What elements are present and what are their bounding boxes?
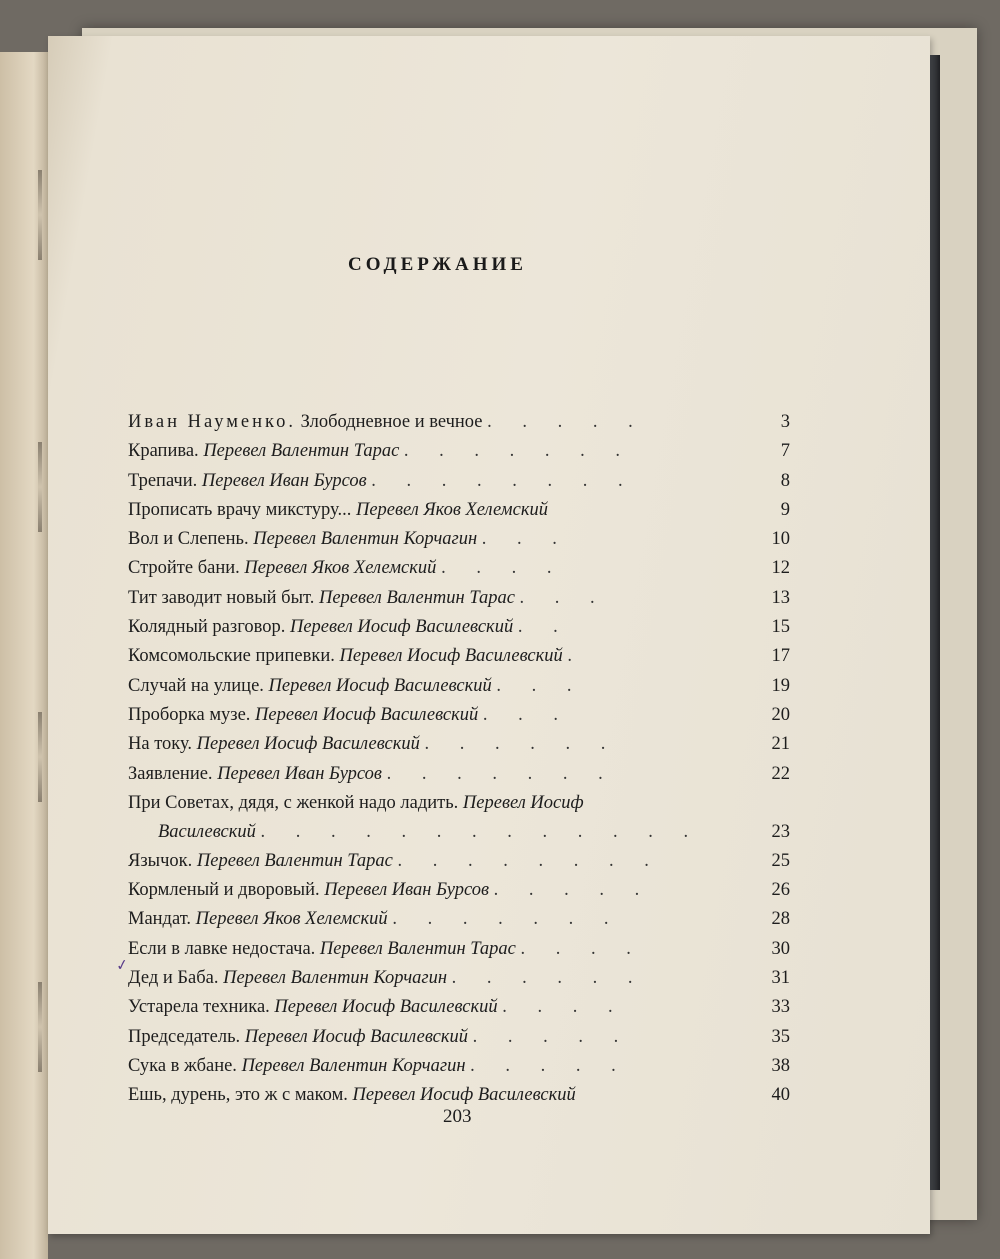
toc-entry-page: 19: [771, 675, 790, 696]
toc-entry-text: [128, 730, 618, 759]
toc-entry-page: 23: [771, 821, 790, 842]
toc-entry-page: 7: [780, 441, 790, 462]
toc-entry: [128, 613, 790, 642]
toc-entry-text: [128, 584, 608, 613]
toc-leader-dots: .: [567, 646, 585, 667]
toc-entry-text: [128, 613, 571, 642]
page-number: 203: [443, 1106, 472, 1127]
toc-entry: [128, 760, 790, 789]
toc-entry-title: На току.: [128, 734, 193, 755]
toc-entry-title: Мандат.: [128, 909, 192, 930]
toc-entry-page: 35: [771, 1026, 790, 1047]
toc-entry: [128, 876, 790, 905]
toc-entry-translator: Перевел Валентин Тарас: [196, 850, 393, 871]
toc-entry-title: Заявление.: [128, 763, 213, 784]
toc-entry-page: 26: [771, 880, 790, 901]
toc-entry: [128, 993, 790, 1022]
toc-entry: [128, 730, 790, 759]
toc-entry-author: Иван Науменко.: [128, 412, 296, 432]
toc-entry-text: [128, 964, 646, 993]
toc-entry: [128, 935, 790, 964]
toc-entry: [128, 847, 790, 876]
book-page: [48, 36, 930, 1234]
toc-entry-translator: Перевел Иосиф Василевский: [339, 646, 563, 667]
toc-entry-page: 10: [771, 529, 790, 550]
toc-entry-title: Вол и Слепень.: [128, 529, 249, 550]
toc-leader-dots: . . . . .: [472, 1026, 632, 1047]
toc-entry-page: 8: [780, 470, 790, 491]
toc-leader-dots: . . . . . .: [424, 734, 619, 755]
toc-entry-title: Комсомольские припевки.: [128, 646, 335, 667]
toc-entry-text: [128, 408, 646, 437]
toc-entry-page: 20: [771, 704, 790, 725]
binding-stitch: [38, 712, 42, 802]
toc-entry: [128, 584, 790, 613]
toc-entry-page: 40: [771, 1085, 790, 1106]
toc-leader-dots: . . .: [482, 704, 572, 725]
toc-entry-title: Крапива.: [128, 441, 199, 462]
toc-entry-title: Язычок.: [128, 850, 193, 871]
toc-entry-title: Устарела техника.: [128, 997, 270, 1018]
toc-entry: [128, 554, 790, 583]
toc-entry-text: [128, 993, 626, 1022]
toc-entry-page: 22: [771, 763, 790, 784]
binding-stitch: [38, 170, 42, 260]
toc-entry-page: 21: [771, 734, 790, 755]
toc-entry-title: Колядный разговор.: [128, 617, 286, 638]
toc-entry-page: 9: [780, 499, 790, 520]
pen-checkmark: ✓: [114, 957, 130, 975]
toc-entry-translator: Перевел Яков Хелемский: [195, 909, 388, 930]
contents-title: СОДЕРЖАНИЕ: [348, 254, 527, 275]
binding-stitch: [38, 442, 42, 532]
toc-entry-page: 12: [771, 558, 790, 579]
toc-entry-title: При Советах, дядя, с женкой надо ладить.: [128, 792, 459, 813]
toc-entry-page: 31: [771, 968, 790, 989]
toc-entry-text: [128, 760, 616, 789]
toc-entry-title: Дед и Баба.: [128, 968, 219, 989]
toc-entry-translator: Перевел Иосиф Василевский: [289, 617, 514, 638]
toc-entry-text: [128, 496, 548, 525]
toc-entry-text: [128, 1023, 631, 1052]
toc-entry-page: 17: [771, 646, 790, 667]
toc-entry-page: 28: [771, 909, 790, 930]
toc-entry-page: 38: [771, 1055, 790, 1076]
toc-leader-dots: . . . .: [520, 938, 644, 959]
toc-entry-translator: Перевел Иосиф Василевский: [268, 675, 492, 696]
toc-entry-translator: Перевел Яков Хелемский: [355, 499, 548, 520]
toc-entry-translator: Перевел Валентин Тарас: [318, 587, 515, 608]
toc-leader-dots: . . .: [496, 675, 585, 696]
toc-entry-page: 25: [771, 850, 790, 871]
toc-entry-page: 13: [771, 587, 790, 608]
toc-entry-title: Председатель.: [128, 1026, 241, 1047]
toc-entry-translator: Перевел Иван Бурсов: [201, 470, 367, 491]
toc-leader-dots: . . . . .: [470, 1055, 629, 1076]
toc-entry: [128, 496, 790, 525]
toc-entry-text: [128, 467, 636, 496]
toc-entry: [128, 1052, 790, 1081]
toc-entry-title: Ешь, дурень, это ж с маком.: [128, 1085, 348, 1106]
toc-entry: [128, 701, 790, 730]
toc-leader-dots: . . . . . . .: [392, 909, 622, 930]
toc-entry-title: Злободневное и вечное: [300, 412, 483, 432]
toc-entry: [128, 1023, 790, 1052]
toc-entry-title: Случай на улице.: [128, 675, 264, 696]
toc-entry: [128, 525, 790, 554]
toc-leader-dots: . . . . .: [493, 880, 653, 901]
toc-leader-dots: . . .: [481, 529, 570, 550]
toc-entry: [128, 642, 790, 671]
toc-entry-translator: Перевел Иосиф Василевский: [244, 1026, 469, 1047]
toc-entry-translator: Перевел Яков Хелемский: [244, 558, 437, 579]
toc-entry-translator: Перевел Валентин Корчагин: [253, 529, 478, 550]
toc-entry-text: [128, 554, 564, 583]
toc-entry: [128, 672, 790, 701]
toc-entry-text: [128, 701, 571, 730]
toc-entry-translator: Перевел Валентин Корчагин: [241, 1055, 466, 1076]
toc-entry-page: 15: [771, 617, 790, 638]
left-page-edge: [0, 52, 48, 1259]
toc-entry-page: 33: [771, 997, 790, 1018]
toc-entry-page: 30: [771, 938, 790, 959]
toc-entry-translator: Перевел Иосиф Василевский: [196, 734, 420, 755]
toc-entry-translator: Перевел Валентин Тарас: [203, 441, 400, 462]
toc-entry-text: [128, 672, 585, 701]
toc-entry-page: 3: [780, 412, 790, 432]
table-of-contents: [128, 408, 790, 1111]
toc-entry: [128, 408, 790, 437]
toc-leader-dots: . . . . . . .: [386, 763, 616, 784]
toc-entry-translator: Перевел Иван Бурсов: [324, 880, 490, 901]
toc-entry-text: [128, 1052, 629, 1081]
toc-leader-dots: . . .: [519, 587, 608, 608]
toc-leader-dots: . . . . .: [487, 412, 646, 432]
toc-leader-dots: . . . .: [502, 997, 626, 1018]
toc-entry-text: [128, 847, 662, 876]
toc-leader-dots: . . . . . . . .: [397, 850, 662, 871]
toc-leader-dots: . . . . . . . .: [371, 470, 636, 491]
toc-entry-title: Проборка музе.: [128, 704, 251, 725]
toc-entry-text: [128, 905, 621, 934]
toc-entry: [128, 964, 790, 993]
toc-entry-title: Если в лавке недостача.: [128, 938, 316, 959]
binding-stitch: [38, 982, 42, 1072]
toc-entry: [128, 789, 790, 847]
toc-entry-title: Тит заводит новый быт.: [128, 587, 315, 608]
toc-entry-title: Сука в жбане.: [128, 1055, 237, 1076]
toc-entry-translator: Перевел Иосиф Василевский: [352, 1085, 576, 1106]
toc-entry-text: [128, 642, 585, 671]
toc-entry-title: Кормленый и дворовый.: [128, 880, 320, 901]
toc-entry-text: [128, 935, 644, 964]
toc-entry-translator: Перевел Валентин Корчагин: [223, 968, 448, 989]
toc-entry-title: Стройте бани.: [128, 558, 240, 579]
toc-entry-translator: Перевел Иосиф Василевский: [255, 704, 479, 725]
toc-entry-title: Прописать врачу микстуру...: [128, 499, 352, 520]
toc-entry-title: Трепачи.: [128, 470, 198, 491]
toc-entry-translator: Перевел Иосиф Василевский: [274, 997, 498, 1018]
toc-entry-translator: Перевел Иван Бурсов: [217, 763, 382, 784]
toc-entry-text: [128, 876, 652, 905]
toc-leader-dots: . . . .: [441, 558, 565, 579]
toc-entry: [128, 437, 790, 466]
toc-entry-text: [128, 1081, 576, 1110]
toc-entry-continuation: [158, 818, 701, 847]
toc-leader-dots: . . . . . . .: [403, 441, 634, 462]
toc-entry-text: [128, 525, 570, 554]
toc-leader-dots: . . . . . .: [451, 968, 646, 989]
toc-leader-dots: . . . . . . . . . . . . .: [260, 821, 702, 842]
toc-entry-text: [128, 789, 584, 818]
toc-entry: [128, 905, 790, 934]
toc-leader-dots: . .: [517, 617, 571, 638]
toc-entry-text: [128, 437, 633, 466]
toc-entry-translator: Перевел Валентин Тарас: [319, 938, 516, 959]
toc-entry-translator-cont: Василевский: [158, 821, 256, 842]
toc-entry-translator: Перевел Иосиф: [462, 792, 584, 813]
toc-entry: [128, 467, 790, 496]
